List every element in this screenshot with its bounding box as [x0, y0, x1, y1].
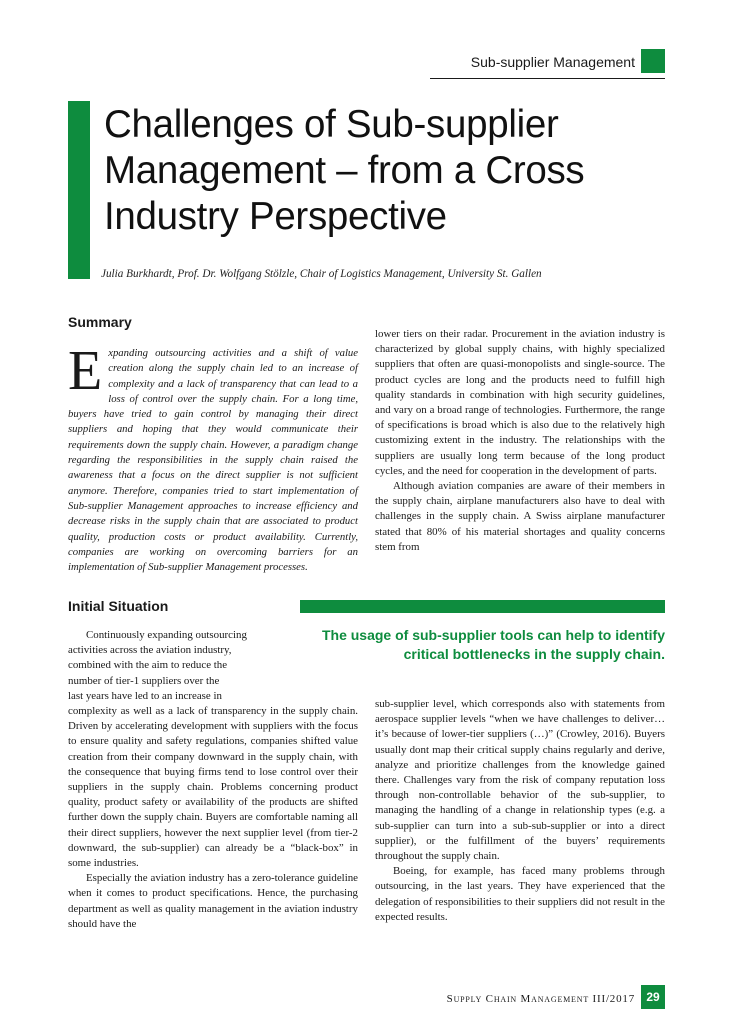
paragraph: Although aviation companies are aware of their members in the supply chain, airplane manufacturers also have to deal with challenges in the supply chain. A Swiss airplane manufacturer stated that 80% of his material shortages and quality concerns stem from	[375, 480, 665, 553]
pull-quote-bar	[300, 600, 665, 613]
right-column-bottom	[375, 697, 665, 925]
text-line: last years have led to an increase in	[68, 689, 222, 702]
drop-cap: E	[68, 340, 103, 402]
summary-heading: Summary	[68, 314, 132, 330]
left-column-body	[68, 628, 358, 932]
paragraph: Especially the aviation industry has a zero-tolerance guideline when it comes to product specifications. Hence, the purchasing department as well as quality management in the aviation industry should have the	[68, 872, 358, 930]
text-line: combined with the aim to reduce the	[68, 659, 228, 672]
page-number: 29	[641, 985, 665, 1009]
paragraph: sub-supplier level, which corresponds also with statements from aerospace supplier levels “when we have challenges to deliver… it’s because of lower-tier suppliers (…)” (Crowley, 2016). Buyers usually dont map their critical supply chains regularly and derive, analyze and prioritize challenges from the knowledge gained there. Challenges vary from the risk of company reputation loss through non-controllable behavior of the sub-supplier, to managing the handling of a change in relationship types (e.g. a sub-supplier can turn into a sub-sub-supplier or into a direct supplier), or the fulfillment of the buyers’ requirements throughout the supply chain.	[375, 698, 665, 863]
right-column-top	[375, 327, 665, 555]
paragraph: complexity as well as a lack of transparency in the supply chain. Driven by accelerating development with suppliers with the focus to ensure quality and safety regulations, companies shifted value creation from their company downward in the supply chain, with the consequence that buying firms tend to lose control over their suppliers in the supply chain. Problems concerning product quality, product safety or availability of the products are shifted further down the supply chain. Buyers are comfortable naming all their direct suppliers, however the next supplier level (from tier-2 downward, the sub-supplier) can already be a “black-box” in some industries.	[68, 705, 358, 870]
section-rule	[430, 78, 665, 79]
paragraph: lower tiers on their radar. Procurement in the aviation industry is characterized by global supply chains, with highly specialized suppliers that often are quasi-monopolists and single-source. The product cycles are long and the products need to fulfill high quality standards in combination with high security guidelines, and vary on a broad range of technologies. Furthermore, the range of specifications is broad which is also due to the relatively high customizing extent in the industry. The relationships with the suppliers are usually long term because of the long product cycles, and the need for cooperation in the development of parts.	[375, 328, 665, 477]
initial-situation-heading: Initial Situation	[68, 598, 169, 614]
article-authors: Julia Burkhardt, Prof. Dr. Wolfgang Stölzle, Chair of Logistics Management, University St. Gallen	[101, 268, 542, 280]
paragraph: Boeing, for example, has faced many problems through outsourcing, in the last years. They have experienced that the delegation of responsibilities to their suppliers did not result in the expected results.	[375, 865, 665, 923]
article-title: Challenges of Sub-supplier Management – from a Cross Industry Perspective	[104, 103, 585, 238]
section-label: Sub-supplier Management	[470, 54, 635, 70]
title-accent-bar	[68, 101, 90, 279]
summary-text	[68, 340, 358, 575]
text-line: Continuously expanding outsourcing	[86, 629, 247, 641]
pull-quote: The usage of sub-supplier tools can help to identify critical bottlenecks in the supply chain.	[321, 627, 665, 662]
wrapped-lines	[68, 628, 358, 704]
text-line: number of tier-1 suppliers over the	[68, 674, 220, 687]
text-line: activities across the aviation industry,	[68, 644, 232, 657]
journal-footer: Supply Chain Management III/2017	[446, 993, 635, 1005]
section-marker	[641, 49, 665, 73]
summary-body: xpanding outsourcing activities and a shift of value creation along the supply chain led to an increase of complexity and a lack of transparency that can lead to a loss of control over the supply chain. For a long time, buyers have tried to gain control by managing their direct suppliers and hoping that they would communicate their requirements down the supply chain. However, a paradigm change regarding the responsibilities in the supply chain raised the awareness that a focus on the direct supplier is not sufficient anymore. Therefore, companies tried to start implementation of Sub-supplier Management approaches to increase efficiency and decrease risks in the supply chain that are associated to product quality, production costs or product availability. Currently, companies are working on overcoming barriers for an implementation of Sub-supplier Management processes.	[68, 347, 358, 574]
